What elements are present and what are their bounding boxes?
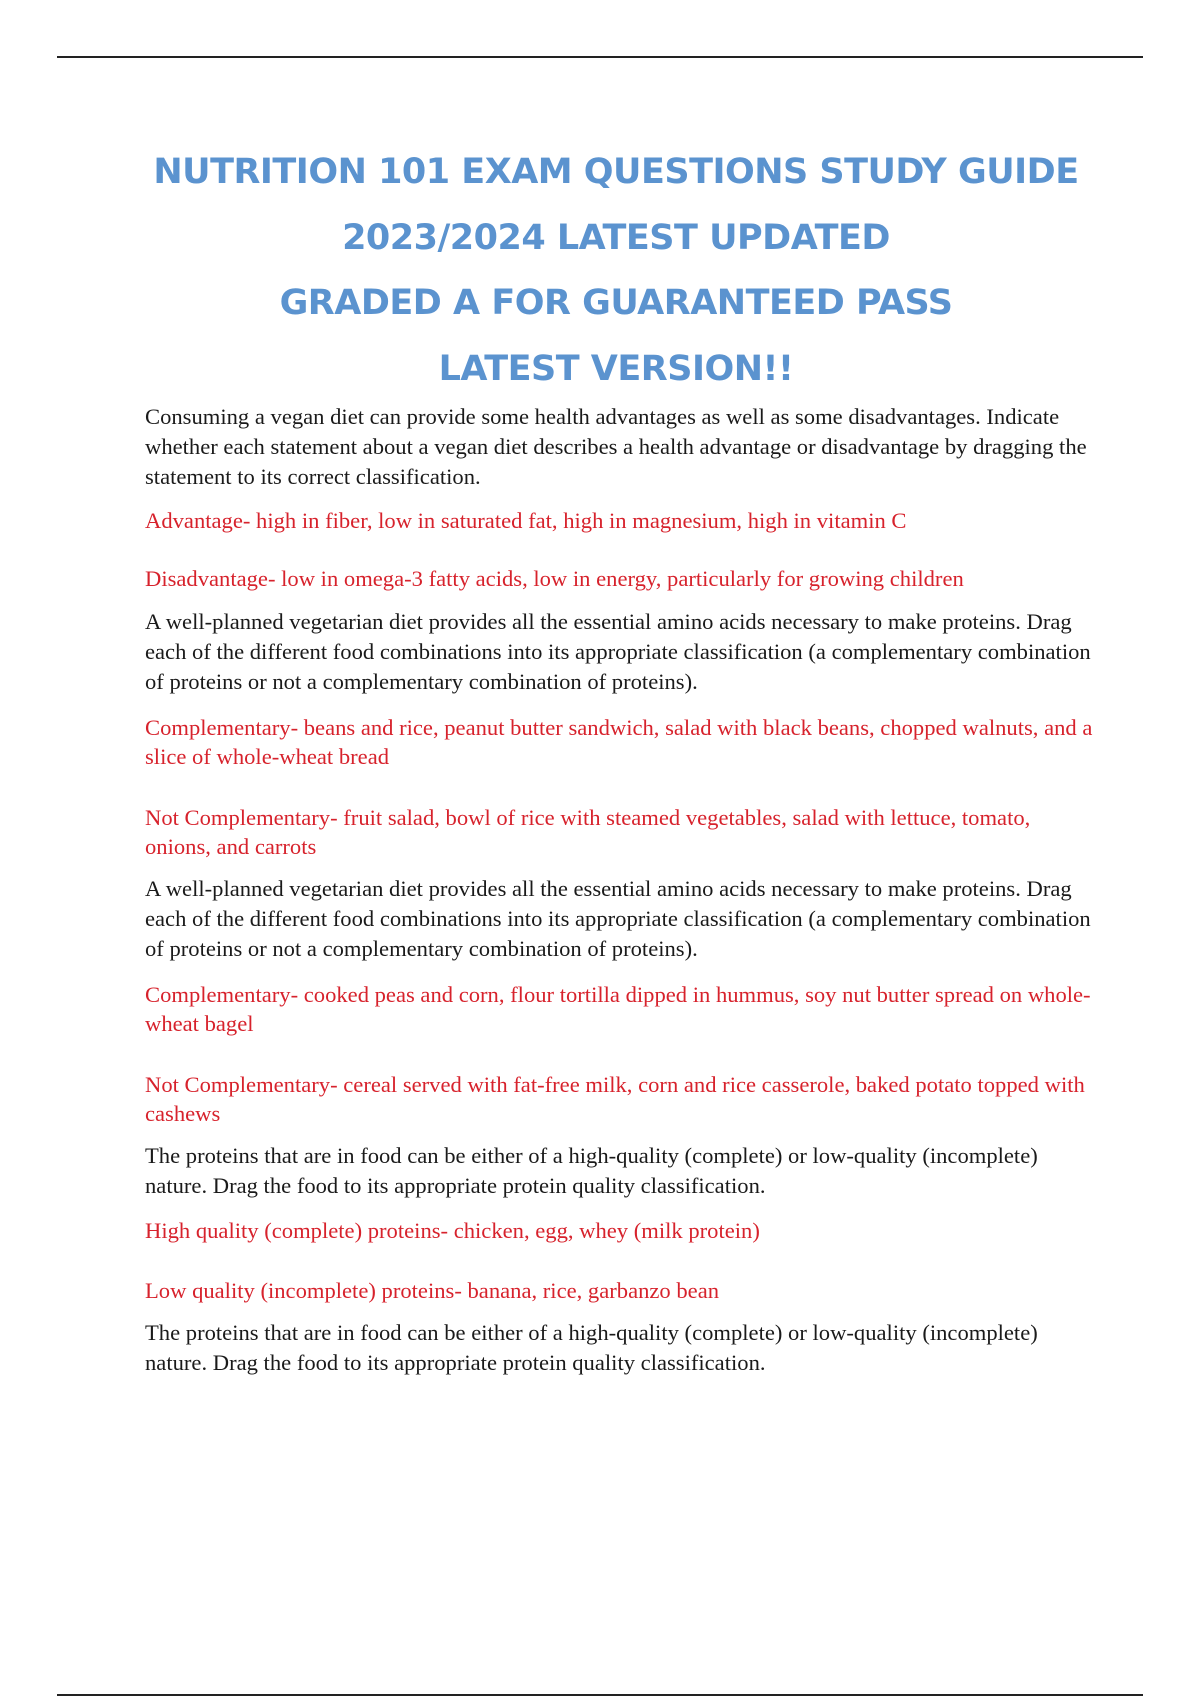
- title-line-2: 2023/2024 LATEST UPDATED: [342, 217, 890, 258]
- question-paragraph: Consuming a vegan diet can provide some health advantages as well as some disadvantages. Indicate whether each statement about a vegan diet describes a health advantage or disadvantage by dragging the statement to its correct classification.: [145, 404, 1087, 489]
- answer-paragraph: Complementary- beans and rice, peanut butter sandwich, salad with black beans, chopped walnuts, and a slice of whole-wheat bread: [145, 715, 1093, 769]
- answer-paragraph: Low quality (incomplete) proteins- banana, rice, garbanzo bean: [145, 1278, 720, 1303]
- answer-paragraph: Not Complementary- fruit salad, bowl of rice with steamed vegetables, salad with lettuce, tomato, onions, and carrots: [145, 805, 1031, 859]
- title-line-4: LATEST VERSION!!: [438, 348, 794, 389]
- title-line-3: GRADED A FOR GUARANTEED PASS: [279, 283, 953, 323]
- answer-paragraph: Disadvantage- low in omega-3 fatty acids, low in energy, particularly for growing children: [145, 566, 964, 591]
- answer-paragraph: High quality (complete) proteins- chicken, egg, whey (milk protein): [145, 1218, 760, 1243]
- answer-paragraph: Not Complementary- cereal served with fat-free milk, corn and rice casserole, baked potato topped with cashews: [145, 1072, 1085, 1126]
- question-paragraph: The proteins that are in food can be either of a high-quality (complete) or low-quality (incomplete) nature. Drag the food to its appropriate protein quality classification.: [145, 1143, 1038, 1198]
- question-paragraph: A well-planned vegetarian diet provides all the essential amino acids necessary to make proteins. Drag each of the different food combinations into its appropriate classification (a complementary combination of proteins or not a complementary combination of proteins).: [145, 876, 1091, 961]
- answer-paragraph: Advantage- high in fiber, low in saturated fat, high in magnesium, high in vitamin C: [145, 508, 907, 533]
- bottom-rule: [57, 1694, 1143, 1696]
- title-line-1: NUTRITION 101 EXAM QUESTIONS STUDY GUIDE: [153, 152, 1079, 192]
- top-rule: [57, 56, 1143, 58]
- document-title: [0, 140, 1200, 402]
- answer-paragraph: Complementary- cooked peas and corn, flour tortilla dipped in hummus, soy nut butter spread on whole-wheat bagel: [145, 982, 1091, 1036]
- question-paragraph: The proteins that are in food can be either of a high-quality (complete) or low-quality (incomplete) nature. Drag the food to its appropriate protein quality classification.: [145, 1320, 1038, 1375]
- question-paragraph: A well-planned vegetarian diet provides all the essential amino acids necessary to make proteins. Drag each of the different food combinations into its appropriate classification (a complementary combination of proteins or not a complementary combination of proteins).: [145, 609, 1091, 694]
- document-body: [145, 402, 1095, 1378]
